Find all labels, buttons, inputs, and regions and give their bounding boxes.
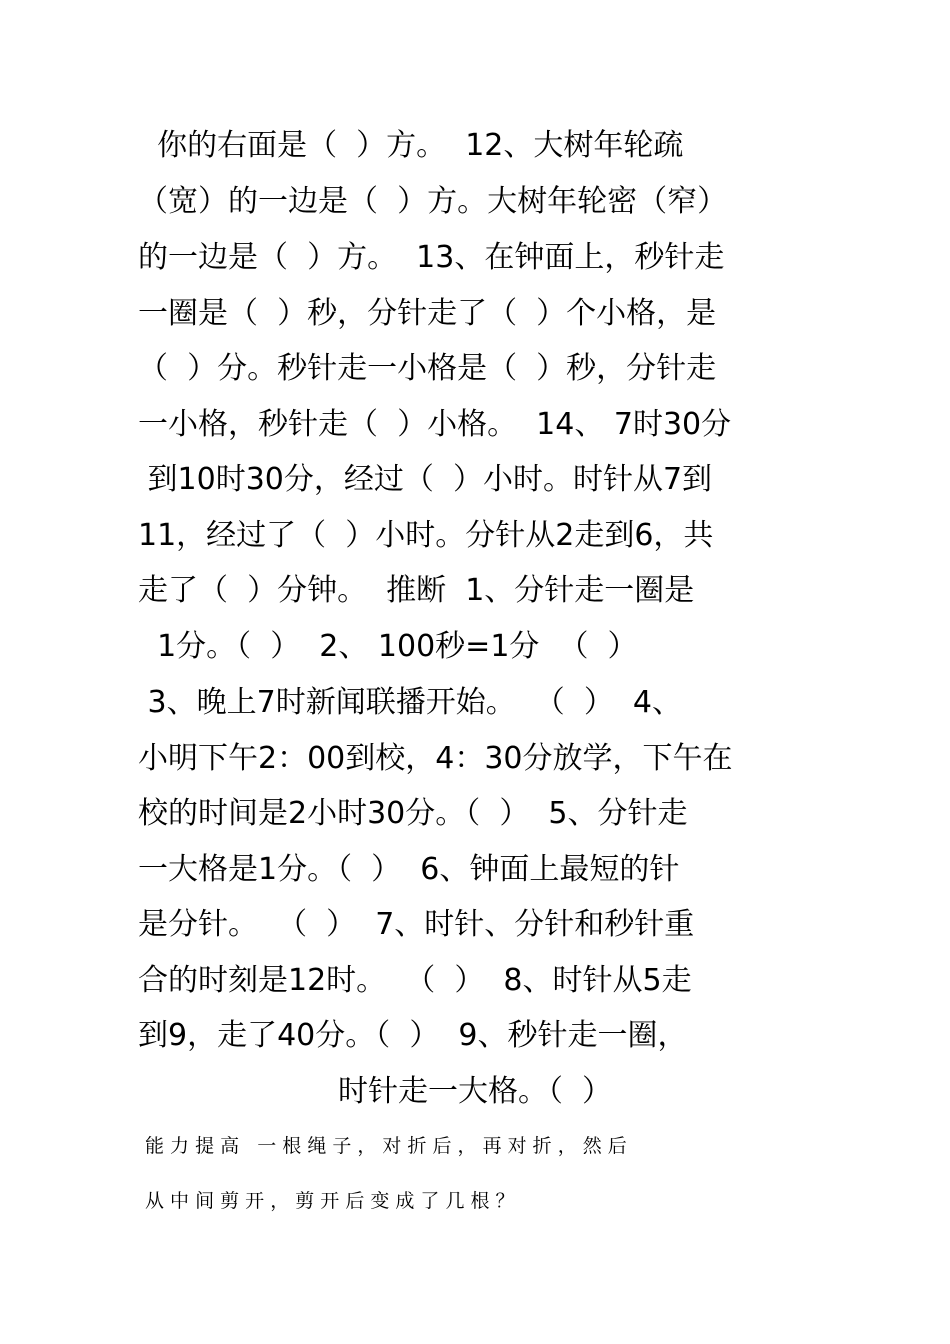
text-line-17: 到9，走了40分。（ ） 9、秒针走一圈， bbox=[138, 1018, 688, 1053]
text-line-16: 合的时刻是12时。 （ ） 8、时针从5走 bbox=[138, 963, 692, 998]
text-line-4: 一圈是（ ）秒，分针走了（ ）个小格，是 bbox=[138, 296, 717, 331]
text-line-14: 一大格是1分。（ ） 6、钟面上最短的针 bbox=[138, 852, 680, 887]
ability-section-line-2: 从 中 间 剪 开 ， 剪 开 后 变 成 了 几 根 ？ bbox=[145, 1190, 515, 1212]
text-line-5: （ ）分。秒针走一小格是（ ）秒，分针走 bbox=[138, 351, 717, 386]
text-line-6: 一小格，秒针走（ ）小格。 14、 7时30分 bbox=[138, 407, 732, 442]
text-line-2: （宽）的一边是（ ）方。大树年轮密（窄） bbox=[138, 184, 728, 219]
text-line-11: 3、晚上7时新闻联播开始。 （ ） 4、 bbox=[138, 685, 683, 720]
text-line-18: 时针走一大格。（ ） bbox=[337, 1074, 613, 1109]
text-line-1: 你的右面是（ ）方。 12、大树年轮疏 bbox=[138, 128, 684, 163]
text-line-7: 到10时30分，经过（ ）小时。时针从7到 bbox=[138, 462, 713, 497]
text-line-12: 小明下午2：00到校，4：30分放学，下午在 bbox=[138, 741, 733, 776]
text-line-8: 11，经过了（ ）小时。分针从2走到6，共 bbox=[138, 518, 714, 553]
text-line-15: 是分针。 （ ） 7、时针、分针和秒针重 bbox=[138, 907, 695, 942]
text-line-13: 校的时间是2小时30分。（ ） 5、分针走 bbox=[138, 796, 688, 831]
text-line-9: 走了（ ）分钟。 推断 1、分针走一圈是 bbox=[138, 573, 695, 608]
text-line-3: 的一边是（ ）方。 13、在钟面上，秒针走 bbox=[138, 240, 725, 275]
text-line-10: 1分。（ ） 2、 100秒=1分 （ ） bbox=[138, 629, 638, 664]
ability-section-line-1: 能 力 提 高 一 根 绳 子 ， 对 折 后 ， 再 对 折 ， 然 后 bbox=[145, 1135, 627, 1157]
